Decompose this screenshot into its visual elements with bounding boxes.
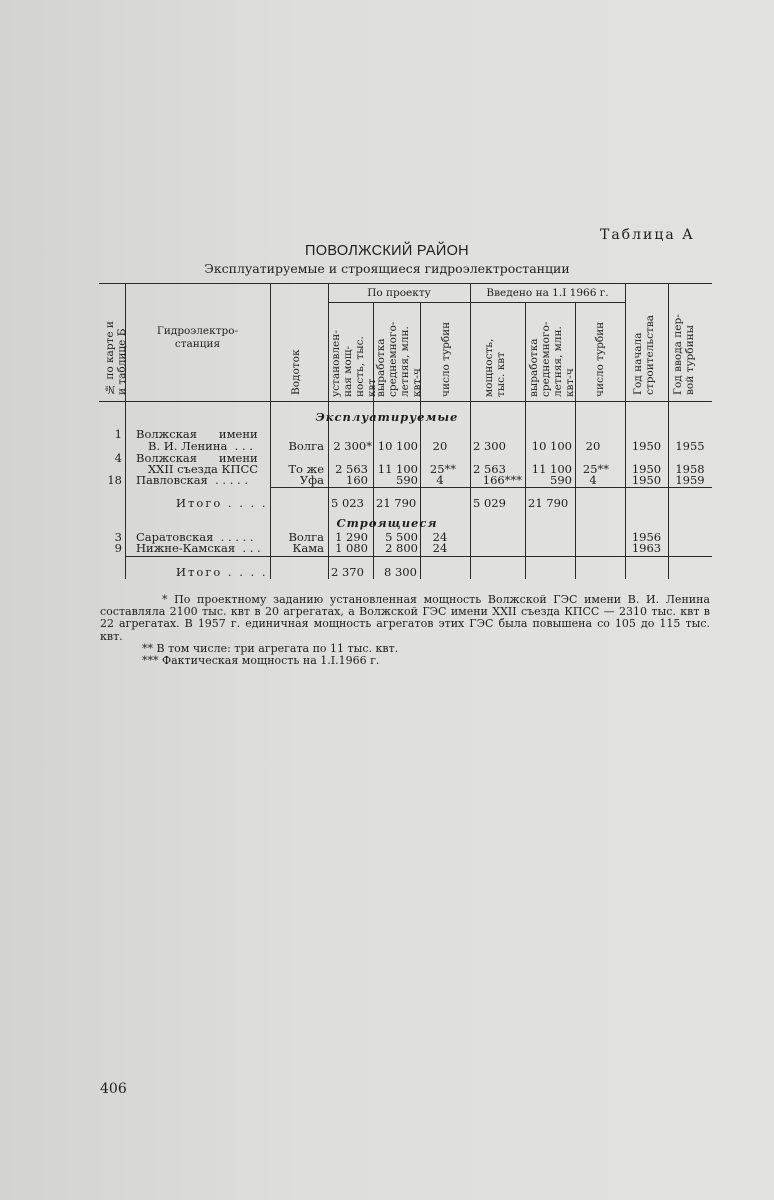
proj-turbines: 24 — [432, 541, 448, 555]
footnote-1: * По проектному заданию установленная мощность Волжской ГЭС имени В. И. Ленина составляла 2100 тыс. квт в 20 агрегатах, а Волжской ГЭС имени XXII съезда КПСС — 2310 тыс. квт в 22 агрегатах. В 1957 г. единичная мощность агрегатов этих ГЭС была повышена со 105 до 115 тыс. квт. — [100, 593, 710, 643]
built-capacity: 2 300 — [473, 439, 506, 453]
year-start: 1950 — [631, 439, 662, 453]
row-number: 3 — [114, 530, 122, 544]
year-start: 1950 — [631, 462, 662, 476]
footnotes — [100, 594, 710, 667]
col-header-built-output: выработка среднемного- летняя, млн. квт-ч — [528, 321, 576, 397]
group-header-built: Введено на 1.I 1966 г. — [486, 287, 609, 299]
section-title-construction: Строящиеся — [336, 516, 438, 530]
bottom-rule — [125, 556, 712, 557]
proj-capacity: 1 080 — [335, 541, 368, 555]
col-rule — [470, 283, 471, 579]
proj-capacity: 2 300* — [333, 439, 372, 453]
station-name: Волжская имени — [136, 451, 258, 465]
river: Уфа — [299, 473, 324, 487]
built-capacity: 166*** — [482, 473, 522, 487]
total-built-capacity: 5 029 — [473, 496, 506, 510]
station-name: Саратовская . . . . . — [136, 530, 254, 544]
col-rule — [668, 283, 669, 579]
built-turbines: 25** — [582, 462, 610, 476]
total-label: Итого . . . . — [176, 496, 268, 510]
footnote-3: *** Фактическая мощность на 1.I.1966 г. — [142, 654, 380, 668]
col-header-river: Водоток — [290, 349, 302, 395]
col-header-year-start: Год начала строительства — [632, 314, 656, 395]
col-rule — [270, 283, 271, 579]
header-bottom-rule — [99, 401, 712, 402]
built-output: 11 100 — [531, 462, 572, 476]
year-start: 1956 — [631, 530, 662, 544]
year-start: 1950 — [631, 473, 662, 487]
col-header-proj-capacity: установлен- ная мощ- ность, тыс. квт — [330, 330, 378, 397]
table-label: Таблица А — [600, 227, 695, 243]
year-start: 1963 — [631, 541, 662, 555]
col-header-station: Гидроэлектро- станция — [156, 325, 239, 350]
built-capacity: 2 563 — [473, 462, 506, 476]
footnote-2: ** В том числе: три агрегата по 11 тыс. квт. — [142, 641, 399, 655]
year-first: 1959 — [675, 473, 705, 487]
year-first: 1955 — [675, 439, 705, 453]
row-number: 9 — [114, 541, 122, 555]
row-number: 18 — [107, 473, 122, 487]
proj-turbines: 20 — [432, 439, 448, 453]
table-top-rule — [99, 283, 712, 284]
built-output: 590 — [550, 473, 572, 487]
river: То же — [288, 462, 324, 476]
proj-output: 11 100 — [377, 462, 418, 476]
col-header-proj-turbines: число турбин — [440, 321, 452, 397]
proj-turbines: 24 — [432, 530, 448, 544]
total-proj-capacity: 2 370 — [331, 565, 364, 579]
station-name: Нижне-Камская . . . — [136, 541, 261, 555]
river: Кама — [292, 541, 324, 555]
river: Волга — [288, 530, 324, 544]
total-proj-capacity: 5 023 — [331, 496, 364, 510]
year-first: 1958 — [675, 462, 705, 476]
proj-output: 2 800 — [385, 541, 418, 555]
col-header-year-first: Год ввода пер- вой турбины — [672, 314, 696, 395]
total-rule — [270, 487, 712, 488]
station-name: XXII съезда КПСС — [148, 462, 259, 476]
row-number: 4 — [114, 451, 122, 465]
built-turbines: 20 — [585, 439, 601, 453]
row-number: 1 — [114, 427, 122, 441]
proj-turbines: 25** — [429, 462, 457, 476]
col-header-proj-output: выработка среднемного- летняя, млн. квт-ч — [375, 321, 423, 397]
region-title: ПОВОЛЖСКИЙ РАЙОН — [305, 243, 469, 259]
built-output: 10 100 — [531, 439, 572, 453]
built-turbines: 4 — [589, 473, 597, 487]
table-subtitle: Эксплуатируемые и строящиеся гидроэлектростанции — [204, 261, 570, 276]
station-name: Павловская . . . . . — [136, 473, 249, 487]
proj-output: 5 500 — [385, 530, 418, 544]
proj-output: 10 100 — [377, 439, 418, 453]
group-header-project: По проекту — [367, 287, 431, 299]
proj-capacity: 2 563 — [335, 462, 368, 476]
col-header-built-capacity: мощность, тыс. квт — [483, 338, 507, 397]
col-header-num: № по карте и и таблице Б — [104, 321, 128, 395]
total-built-output: 21 790 — [528, 496, 569, 510]
col-header-built-turbines: число турбин — [594, 321, 606, 397]
subgroup-rule-built — [470, 302, 625, 303]
proj-capacity: 160 — [346, 473, 368, 487]
river: Волга — [288, 439, 324, 453]
proj-capacity: 1 290 — [335, 530, 368, 544]
station-name: Волжская имени — [136, 427, 258, 441]
section-title-operating: Эксплуатируемые — [315, 410, 459, 424]
proj-output: 590 — [396, 473, 418, 487]
total-proj-output: 21 790 — [376, 496, 417, 510]
proj-turbines: 4 — [436, 473, 444, 487]
total-proj-output: 8 300 — [384, 565, 417, 579]
station-name: В. И. Ленина . . . — [148, 439, 253, 453]
total-label: Итого . . . . — [176, 565, 268, 579]
subgroup-rule-project — [328, 302, 470, 303]
page-number: 406 — [100, 1081, 127, 1097]
